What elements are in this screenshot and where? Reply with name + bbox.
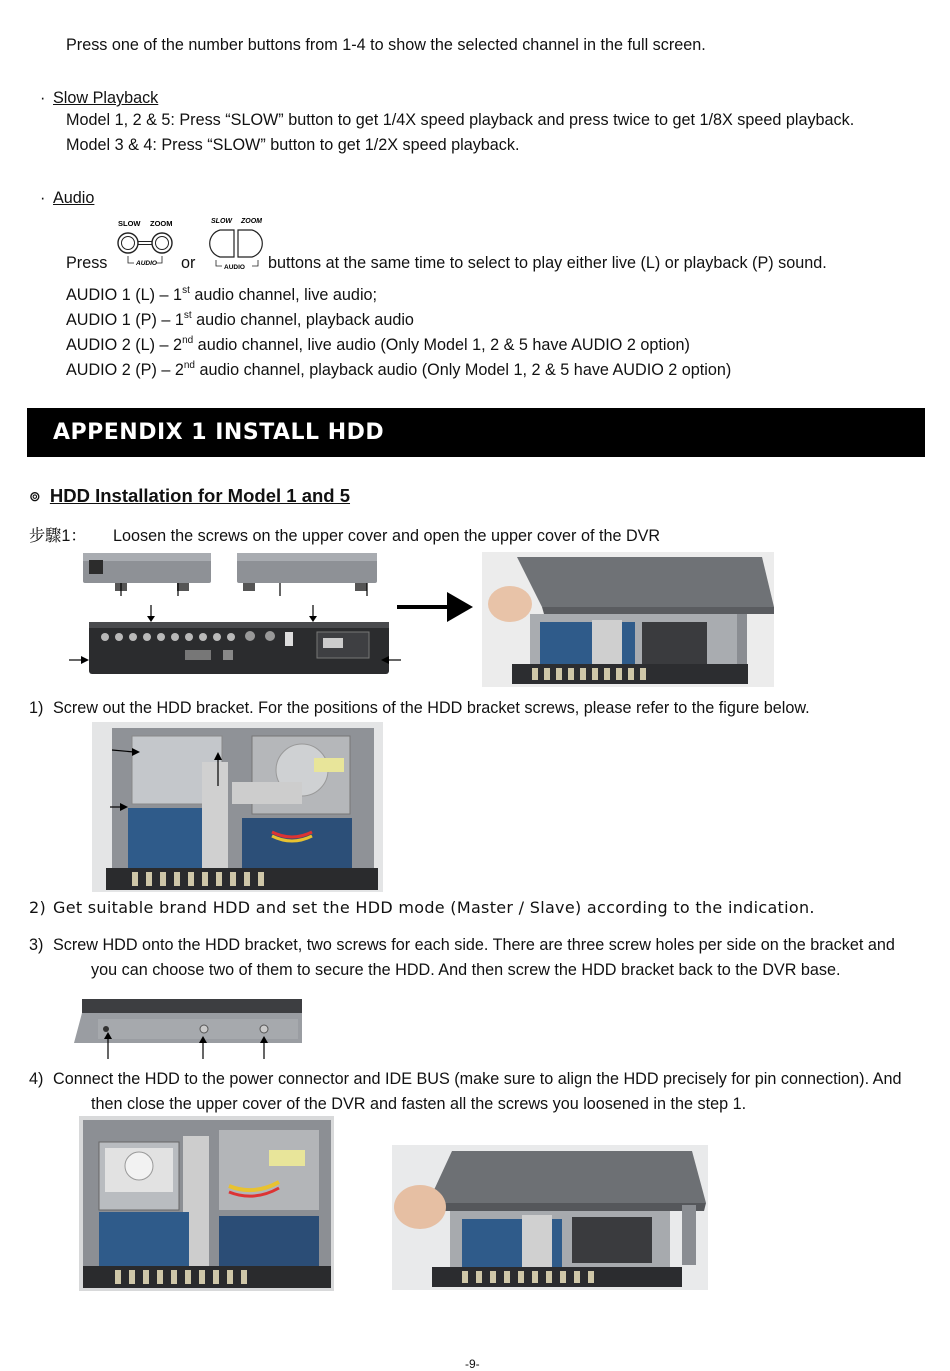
slow-playback-line-1: Model 1, 2 & 5: Press “SLOW” button to get 1/4X speed playback and press twice to get 1/8X speed playback. <box>66 111 855 129</box>
step-2-text: Get suitable brand HDD and set the HDD mode (Master / Slave) according to the indication. <box>53 898 815 917</box>
audio-item-text: audio channel, playback audio <box>191 311 414 329</box>
dvr-open-cover-photo <box>482 552 774 687</box>
arrow-right-icon <box>395 588 475 628</box>
audio-item-ordinal: st <box>182 284 190 296</box>
hdd-bracket-side-photo <box>68 997 302 1059</box>
audio-bullet: · <box>40 189 46 207</box>
btn-a-zoom-label: ZOOM <box>150 219 173 228</box>
appendix-header-bar <box>27 408 925 457</box>
audio-item-text: audio channel, live audio; <box>189 286 378 304</box>
dvr-close-cover-photo <box>392 1145 708 1290</box>
audio-item <box>66 310 414 330</box>
hdd-installed-photo <box>79 1116 334 1291</box>
dvr-screw-positions-figure <box>65 550 405 690</box>
page-number: -9- <box>465 1357 480 1371</box>
step-3-number: 3) <box>29 936 44 954</box>
audio-item-prefix: AUDIO 2 (P) – 2 <box>66 361 184 379</box>
audio-item-prefix: AUDIO 2 (L) – 2 <box>66 336 183 354</box>
audio-item-prefix: AUDIO 1 (L) – 1 <box>66 286 183 304</box>
audio-title: Audio <box>53 189 95 207</box>
slow-zoom-round-buttons-icon <box>115 216 177 268</box>
appendix-title: APPENDIX 1 INSTALL HDD <box>53 420 385 445</box>
step-0-label: 步驟1： <box>29 527 87 545</box>
hdd-bracket-screws-photo <box>92 722 383 892</box>
btn-b-slow-label: SLOW <box>211 218 232 225</box>
step-4-text-line-1: Connect the HDD to the power connector and IDE BUS (make sure to align the HDD precisely for pin connection). And <box>53 1070 902 1088</box>
btn-b-zoom-label: ZOOM <box>241 218 262 225</box>
slow-playback-line-2: Model 3 & 4: Press “SLOW” button to get 1/2X speed playback. <box>66 136 520 154</box>
slow-playback-bullet: · <box>40 89 46 107</box>
audio-item <box>66 335 690 355</box>
btn-a-slow-label: SLOW <box>118 219 141 228</box>
btn-a-audio-label: AUDIO <box>136 260 157 267</box>
section-title: HDD Installation for Model 1 and 5 <box>49 485 351 506</box>
step-2-number: 2) <box>29 898 47 917</box>
section-heading <box>29 485 350 507</box>
step-4-text-line-2: then close the upper cover of the DVR and fasten all the screws you loosened in the step 1. <box>91 1095 747 1113</box>
step-0-text: Loosen the screws on the upper cover and open the upper cover of the DVR <box>113 527 661 545</box>
slow-playback-title: Slow Playback <box>53 89 159 107</box>
audio-press-text: Press <box>66 254 108 272</box>
step-4-number: 4) <box>29 1070 44 1088</box>
intro-line: Press one of the number buttons from 1-4 to show the selected channel in the full screen. <box>66 36 706 54</box>
audio-item-ordinal: nd <box>183 359 195 371</box>
step-3-text-line-1: Screw HDD onto the HDD bracket, two screws for each side. There are three screw holes per side on the bracket and <box>53 936 895 954</box>
step-3-text-line-2: you can choose two of them to secure the HDD. And then screw the HDD bracket back to the DVR base. <box>91 961 841 979</box>
slow-zoom-d-buttons-icon <box>204 214 270 270</box>
audio-item <box>66 360 731 380</box>
audio-item-prefix: AUDIO 1 (P) – 1 <box>66 311 184 329</box>
audio-item-text: audio channel, playback audio (Only Model 1, 2 & 5 have AUDIO 2 option) <box>194 361 732 379</box>
audio-item-ordinal: nd <box>182 334 194 346</box>
audio-or-text: or <box>181 254 196 272</box>
audio-item <box>66 285 377 305</box>
btn-b-audio-label: AUDIO <box>224 264 245 270</box>
audio-item-ordinal: st <box>183 309 192 321</box>
audio-instruction-text: buttons at the same time to select to play either live (L) or playback (P) sound. <box>268 254 827 272</box>
audio-item-text: audio channel, live audio (Only Model 1, 2 & 5 have AUDIO 2 option) <box>193 336 690 354</box>
target-bullet-icon: ⊚ <box>29 488 41 504</box>
step-1-text: Screw out the HDD bracket. For the positions of the HDD bracket screws, please refer to the figure below. <box>53 699 810 717</box>
step-1-number: 1) <box>29 699 44 717</box>
